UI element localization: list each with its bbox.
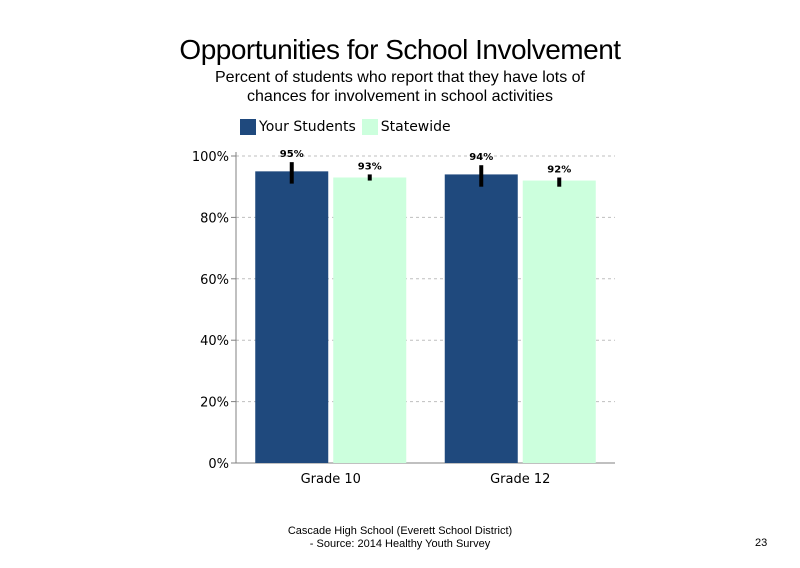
chart-subtitle: Percent of students who report that they have lots of chances for involvement in school activities — [215, 69, 585, 105]
chart-title: Opportunities for School Involvement — [179, 34, 621, 65]
page-number: 23 — [755, 537, 768, 549]
y-tick-label: 60% — [200, 272, 229, 288]
footer-source: - Source: 2014 Healthy Youth Survey — [309, 538, 491, 550]
bar — [333, 177, 406, 463]
y-tick-label: 80% — [200, 211, 229, 227]
data-label: 95% — [279, 149, 304, 161]
legend-label-your-students: Your Students — [259, 119, 356, 135]
bar — [445, 174, 518, 463]
bar — [255, 171, 328, 463]
data-label: 92% — [547, 164, 572, 176]
y-tick-label: 100% — [191, 150, 229, 165]
data-label: 93% — [357, 161, 382, 173]
y-tick-label: 40% — [200, 334, 229, 350]
data-label: 94% — [469, 152, 494, 164]
bar — [523, 181, 596, 463]
x-category-label: Grade 10 — [300, 472, 361, 487]
legend-label-statewide: Statewide — [380, 119, 451, 135]
x-category-label: Grade 12 — [490, 472, 551, 487]
y-tick-label: 0% — [208, 457, 229, 472]
footer-school: Cascade High School (Everett School District) — [287, 525, 513, 537]
footer — [230, 525, 570, 551]
y-tick-label: 20% — [200, 395, 229, 411]
